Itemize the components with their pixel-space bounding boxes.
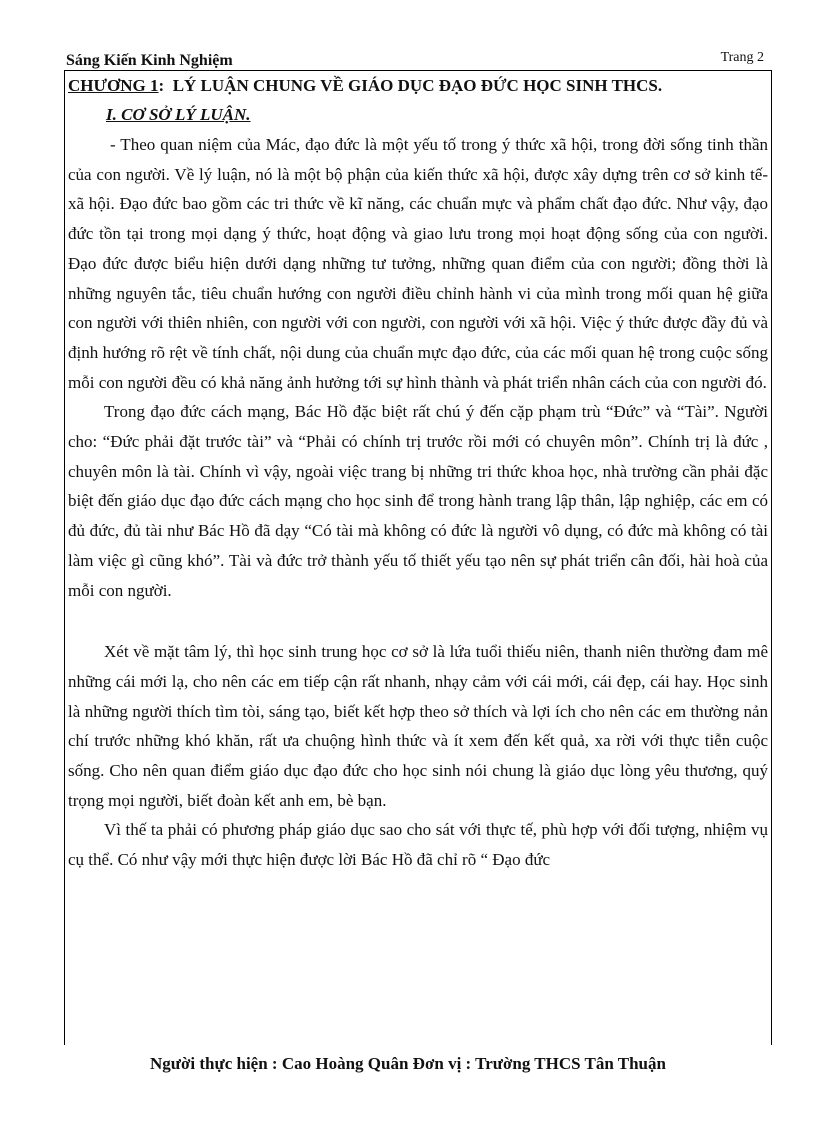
paragraph-method: Vì thế ta phải có phương pháp giáo dục sao cho sát với thực tế, phù hợp với đối tượng, nhiệm vụ cụ thể. Có như vậy mới thực hiện được lời Bác Hồ đã chỉ rõ “ Đạo đức: [68, 820, 768, 870]
chapter-heading: [68, 72, 768, 100]
paragraph-ho-chi-minh: Trong đạo đức cách mạng, Bác Hồ đặc biệt rất chú ý đến cặp phạm trù “Đức” và “Tài”. Người cho: “Đức phải đặt trước tài” và “Phải có chính trị trước rồi mới có chuyên môn”. Chính trị là đức , chuyên môn là tài. Chính vì vậy, ngoài việc trang bị những tri thức khoa học, nhà trường cần phải đặc biệt đến giáo dục đạo đức cách mạng cho học sinh để trong hành trang lập thân, lập nghiệp, các em có đủ đức, đủ tài như Bác Hồ đã dạy “Có tài mà không có đức là người vô dụng, có đức mà không có tài làm việc gì cũng khó”. Tài và đức trở thành yếu tố thiết yếu tạo nên sự phát triển cân đối, hài hoà của mỗi con người.: [68, 402, 768, 600]
page-number: Trang 2: [720, 50, 764, 65]
chapter-separator: :: [158, 76, 165, 95]
document-title: Sáng Kiến Kinh Nghiệm: [66, 52, 233, 69]
document-body: [68, 72, 768, 875]
chapter-number: CHƯƠNG 1: [68, 76, 159, 95]
paragraph-psychology: Xét về mặt tâm lý, thì học sinh trung học cơ sở là lứa tuổi thiếu niên, thanh niên thường đam mê những cái mới lạ, cho nên các em tiếp cận rất nhanh, nhạy cảm với cái mới, cái đẹp, cái hay. Học sinh là những người thích tìm tòi, sáng tạo, biết kết hợp theo sở thích và lợi ích cho nên các em thường nản chí trước những khó khăn, rất ưa chuộng hình thức và ít xem đến kết quả, xa rời với thực tiễn cuộc sống. Cho nên quan điểm giáo dục đạo đức cho học sinh nói chung là giáo dục lòng yêu thương, quý trọng mọi người, biết đoàn kết anh em, bè bạn.: [68, 642, 768, 810]
page-footer: Người thực hiện : Cao Hoàng Quân Đơn vị : Trường THCS Tân Thuận: [150, 1054, 666, 1073]
paragraph-gap: [68, 605, 768, 637]
paragraph-marx-theory: - Theo quan niệm của Mác, đạo đức là một yếu tố trong ý thức xã hội, trong đời sống tinh thần của con người. Về lý luận, nó là một bộ phận của kiến thức xã hội, được xây dựng trên cơ sở kinh tế- xã hội. Đạo đức bao gồm các tri thức về kĩ năng, các chuẩn mực và phẩm chất đạo đức. Như vậy, đạo đức tồn tại trong mọi dạng ý thức, hoạt động và giao lưu trong mọi hoạt động sống của con người. Đạo đức được biểu hiện dưới dạng những tư tưởng, những quan điểm của con người; đồng thời là những nguyên tắc, tiêu chuẩn hướng con người điều chỉnh hành vi của mình trong mối quan hệ giữa con người với thiên nhiên, con người với con người, con người với xã hội. Việc ý thức được đầy đủ và định hướng rõ rệt về tính chất, nội dung của chuẩn mực đạo đức, của các mối quan hệ trong cuộc sống mỗi con người đều có khả năng ảnh hưởng tới sự hình thành và phát triển nhân cách của con người đó.: [68, 135, 768, 392]
chapter-title: LÝ LUẬN CHUNG VỀ GIÁO DỤC ĐẠO ĐỨC HỌC SINH THCS.: [164, 76, 663, 95]
section-heading: I. CƠ SỞ LÝ LUẬN.: [106, 105, 251, 124]
